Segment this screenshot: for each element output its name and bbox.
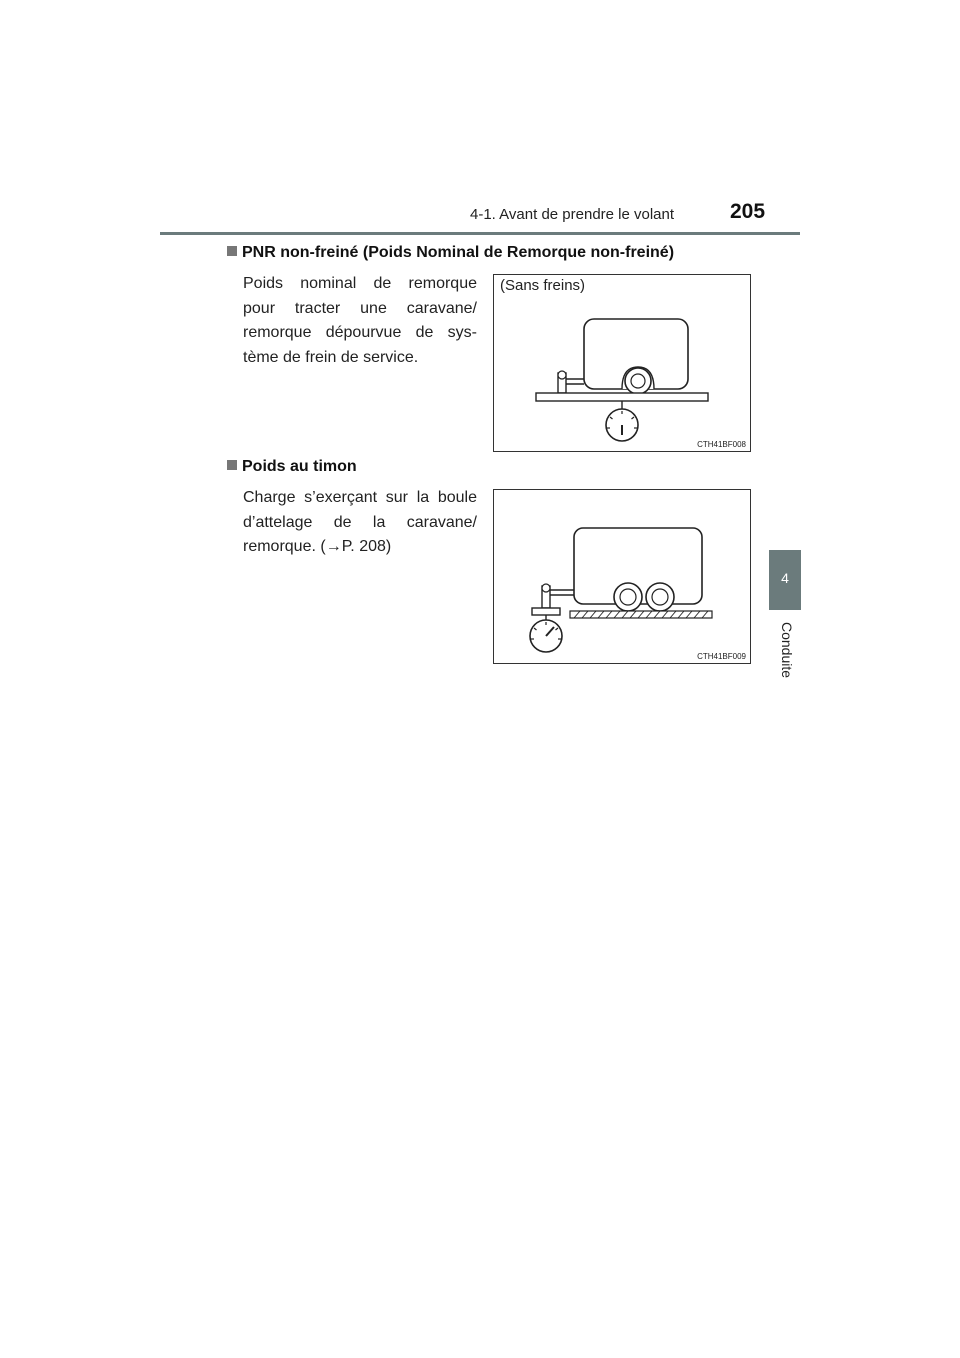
figure-caption: (Sans freins): [500, 277, 586, 294]
body-line: Poids nominal de remorque: [243, 275, 477, 292]
tongue-scale-pad: [532, 608, 560, 615]
body-line: Charge s’exerçant sur la boule: [243, 489, 477, 506]
trailer-on-scale-illustration: [494, 275, 750, 451]
body-line: d’attelage de la caravane/: [243, 513, 477, 531]
chapter-tab-label: [762, 620, 812, 680]
tongue-weight-illustration: [494, 490, 750, 663]
body-line: tème de frein de service.: [243, 348, 419, 366]
scale-platform: [536, 393, 708, 401]
chapter-tab-number: 4: [781, 570, 789, 586]
section-heading-unbraked: [227, 244, 674, 262]
bullet-square-icon: [227, 246, 237, 256]
figure-code: CTH41BF008: [697, 440, 746, 449]
figure-tongue-weight: [493, 489, 751, 664]
header-rule: [160, 232, 800, 235]
figure-code: CTH41BF009: [697, 652, 746, 661]
heading-text: PNR non-freiné (Poids Nominal de Remorque non-freiné): [242, 244, 675, 261]
chapter-label-text: Conduite: [779, 621, 795, 679]
heading-text: Poids au timon: [242, 458, 357, 475]
figure-unbraked-trailer: [493, 274, 751, 452]
bullet-square-icon: [227, 460, 237, 470]
header-section-title: 4-1. Avant de prendre le volant: [470, 206, 675, 223]
section-heading-tongue-weight: [227, 458, 357, 476]
body-line: remorque. (→P. 208): [243, 538, 392, 555]
trailer-wheel-hub: [631, 374, 645, 388]
body-line: remorque dépourvue de sys-: [243, 324, 477, 341]
section-body-tongue-weight: [243, 486, 477, 560]
page-number: 205: [730, 200, 766, 223]
body-line: pour tracter une caravane/: [243, 299, 477, 317]
section-body-unbraked: [243, 272, 477, 370]
